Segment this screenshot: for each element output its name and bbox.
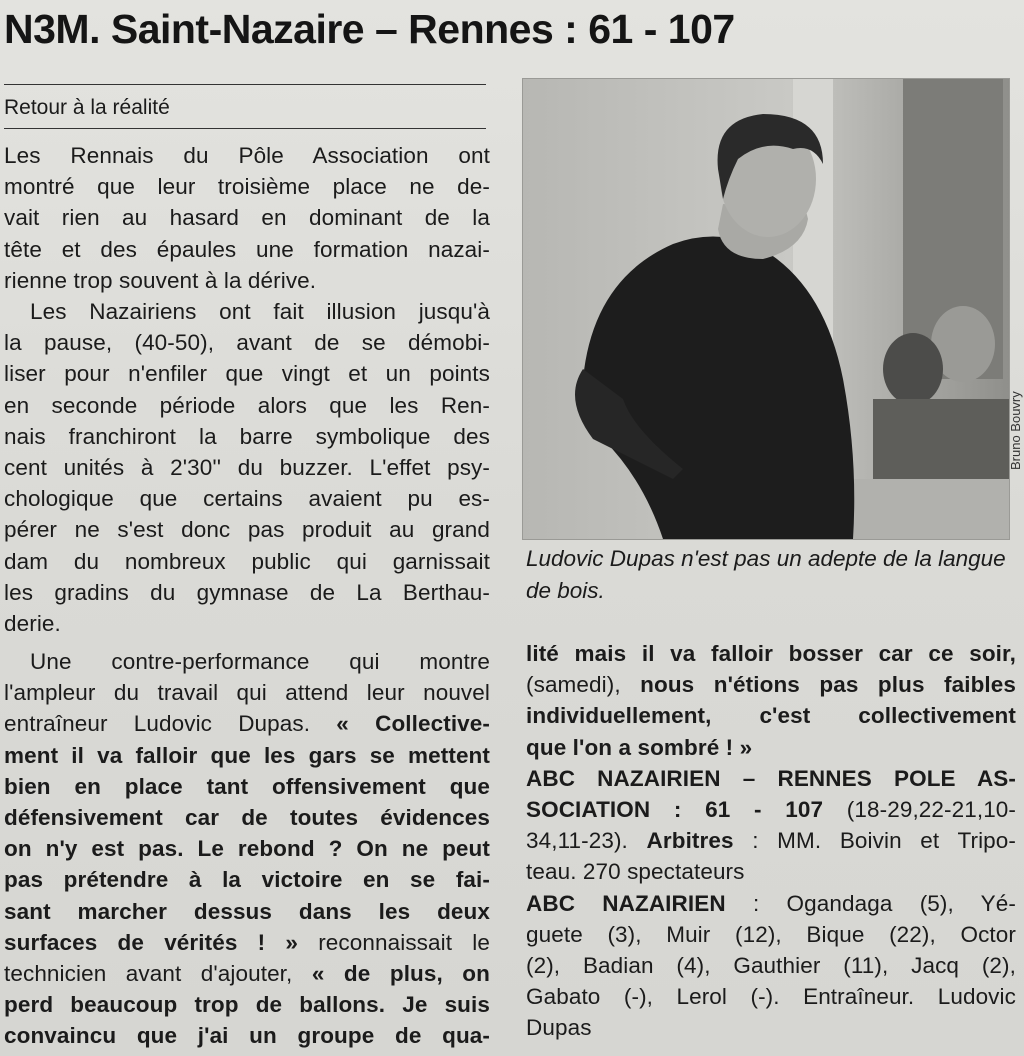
text: : Ogandaga (5), Yé-: [725, 890, 1016, 916]
text: (samedi),: [526, 672, 641, 698]
headline: N3M. Saint-Nazaire – Rennes : 61 - 107: [4, 6, 735, 52]
headline-rule: [4, 84, 486, 85]
bold-text: ABC NAZAIRIEN: [526, 890, 726, 916]
photo-credit: Bruno Bouvry: [1008, 391, 1023, 470]
text-line: [4, 646, 490, 677]
text: entraîneur Ludovic Dupas.: [4, 711, 337, 737]
bold-text: surfaces de vérités ! »: [4, 929, 299, 955]
bold-text: Arbitres: [646, 828, 734, 854]
bold-text: bien en place tant offensivement que: [4, 773, 490, 799]
text-line: [526, 669, 1016, 700]
text: Les Rennais du Pôle Association ont: [4, 143, 490, 168]
text-line: [4, 358, 490, 389]
text: Les Nazairiens ont fait illusion jusqu'à: [30, 299, 490, 325]
text-line: [4, 452, 490, 483]
bold-text: que l'on a sombré ! »: [526, 734, 753, 760]
text-line: [526, 856, 1016, 887]
bold-text: défensivement car de toutes évidences: [4, 805, 490, 831]
photo-image: [523, 79, 1009, 539]
bold-text: pas prétendre à la victoire en se fai-: [4, 867, 490, 893]
text: derie.: [4, 611, 61, 637]
text: montré que leur troisième place ne de-: [4, 174, 490, 200]
text: en seconde période alors que les Ren-: [4, 392, 490, 418]
bold-text: on n'y est pas. Le rebond ? On ne peut: [4, 836, 490, 862]
text: chologique que certains avaient pu es-: [4, 486, 490, 512]
bold-text: individuellement, c'est collectivement: [526, 703, 1016, 729]
text-line: [4, 771, 490, 802]
text-line: [4, 390, 490, 421]
text-line: [526, 888, 1016, 919]
text: technicien avant d'ajouter,: [4, 961, 312, 987]
text-line: [4, 608, 490, 639]
photo: [522, 78, 1010, 540]
text: dam du nombreux public qui garnissait: [4, 548, 490, 574]
text-line: [4, 514, 490, 545]
text: la pause, (40-50), avant de se démobi-: [4, 330, 490, 356]
text-line: [4, 927, 490, 958]
photo-caption: Ludovic Dupas n'est pas un adepte de la langue de bois.: [526, 546, 1006, 603]
text-line: [526, 825, 1016, 856]
text-line: [4, 833, 490, 864]
article-column-right: [526, 638, 1016, 1044]
text-line: [4, 327, 490, 358]
text-line: [4, 265, 490, 296]
text: pérer ne s'est donc pas produit au grand: [4, 517, 490, 543]
text-line: [4, 140, 490, 171]
text-line: [526, 794, 1016, 825]
text: les gradins du gymnase de La Berthau-: [4, 579, 490, 605]
text-line: [4, 802, 490, 833]
text: (18-29,22-21,10-: [823, 797, 1017, 823]
bold-text: ment il va falloir que les gars se mettent: [4, 742, 490, 768]
text: tête et des épaules une formation nazai-: [4, 236, 490, 262]
article-column-left: [4, 140, 490, 639]
text: reconnaissait le: [298, 929, 490, 955]
text-line: [526, 981, 1016, 1012]
text-line: [4, 1020, 490, 1051]
text: guete (3), Muir (12), Bique (22), Octor: [526, 921, 1016, 947]
text-line: [526, 638, 1016, 669]
text: l'ampleur du travail qui attend leur nouvel: [4, 680, 490, 706]
text: cent unités à 2'30'' du buzzer. L'effet psy-: [4, 455, 490, 481]
text-line: [4, 171, 490, 202]
kicker: Retour à la réalité: [4, 96, 170, 119]
text-line: [4, 483, 490, 514]
text: (2), Badian (4), Gauthier (11), Jacq (2),: [526, 953, 1016, 979]
text: vait rien au hasard en dominant de la: [4, 205, 490, 231]
bold-text: « de plus, on: [311, 961, 490, 987]
text-line: [526, 919, 1016, 950]
text-line: [4, 740, 490, 771]
text-line: [4, 234, 490, 265]
bold-text: lité mais il va falloir bosser car ce soir,: [526, 641, 1016, 666]
text: Une contre-performance qui montre: [30, 649, 490, 674]
text: 34,11-23).: [526, 828, 647, 854]
text: nais franchiront la barre symbolique des: [4, 423, 490, 449]
text-line: [4, 958, 490, 989]
text-line: [4, 577, 490, 608]
bold-text: SOCIATION : 61 - 107: [526, 797, 824, 823]
kicker-rule: [4, 128, 486, 129]
text-line: [4, 708, 490, 739]
text-line: [526, 1012, 1016, 1043]
text: : MM. Boivin et Tripo-: [733, 828, 1016, 854]
text: rienne trop souvent à la dérive.: [4, 267, 317, 293]
text: Gabato (-), Lerol (-). Entraîneur. Ludovic: [526, 984, 1016, 1010]
bold-text: convaincu que j'ai un groupe de qua-: [4, 1023, 490, 1049]
text-line: [526, 950, 1016, 981]
text-line: [526, 732, 1016, 763]
text: Dupas: [526, 1015, 592, 1041]
text-line: [4, 677, 490, 708]
text: liser pour n'enfiler que vingt et un points: [4, 361, 490, 387]
text-line: [4, 896, 490, 927]
bold-text: nous n'étions pas plus faibles: [640, 672, 1016, 698]
text: teau. 270 spectateurs: [526, 859, 745, 885]
bold-text: ABC NAZAIRIEN – RENNES POLE AS-: [526, 765, 1016, 791]
bold-text: sant marcher dessus dans les deux: [4, 898, 490, 924]
text-line: [526, 763, 1016, 794]
bold-text: perd beaucoup trop de ballons. Je suis: [4, 992, 490, 1018]
article-column-left-continued: [4, 646, 490, 1052]
text-line: [4, 421, 490, 452]
text-line: [4, 202, 490, 233]
text-line: [4, 296, 490, 327]
bold-text: « Collective-: [336, 711, 490, 737]
text-line: [4, 864, 490, 895]
text-line: [4, 546, 490, 577]
text-line: [526, 700, 1016, 731]
text-line: [4, 989, 490, 1020]
